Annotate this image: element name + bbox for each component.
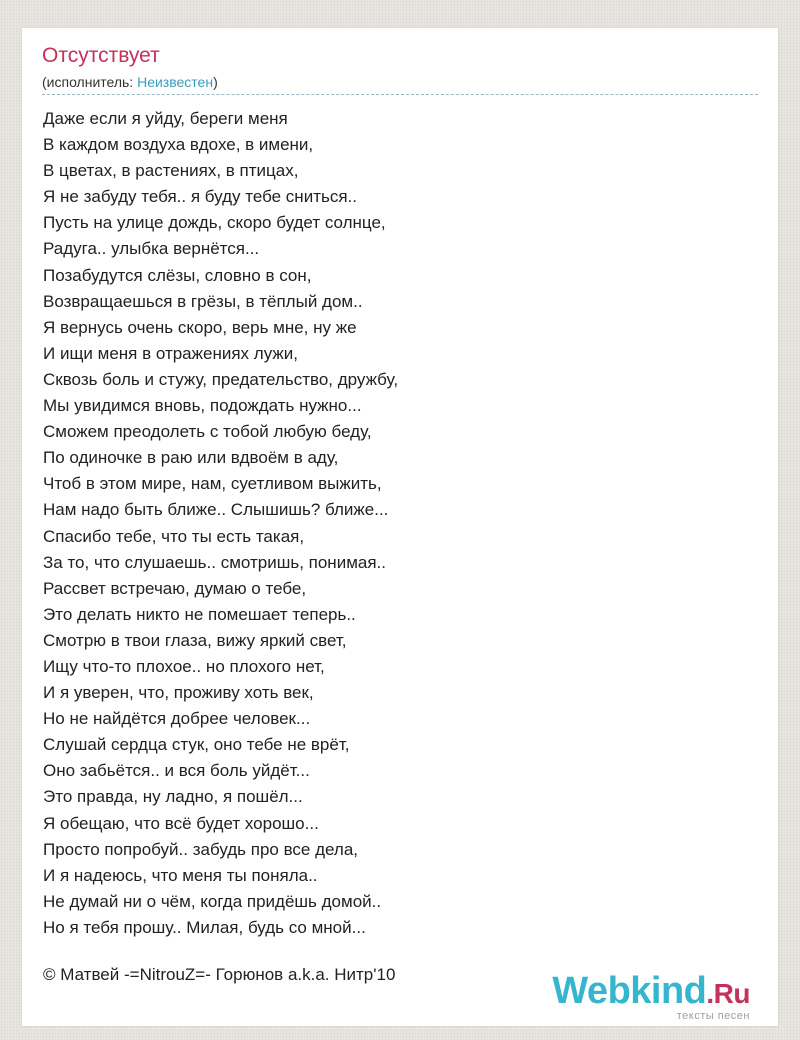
lyric-line: Я вернусь очень скоро, верь мне, ну же — [43, 317, 357, 337]
lyrics-credit: © Матвей -=NitrouZ=- Горюнов a.k.a. Нитр'10 — [43, 965, 396, 984]
logo-tagline: тексты песен — [676, 1010, 750, 1022]
lyric-line: Сквозь боль и стужу, предательство, дружбу, — [43, 369, 399, 389]
lyric-line: За то, что слушаешь.. смотришь, понимая.. — [43, 552, 386, 572]
lyric-line: Это делать никто не помешает теперь.. — [43, 604, 356, 624]
artist-link[interactable]: Неизвестен — [137, 74, 214, 90]
lyric-line: Мы увидимся вновь, подождать нужно... — [43, 396, 362, 416]
lyric-line: В цветах, в растениях, в птицах, — [43, 161, 299, 181]
lyrics-text — [43, 106, 758, 941]
lyric-line: Я не забуду тебя.. я буду тебе сниться.. — [43, 187, 357, 207]
lyric-line: Ищу что-то плохое.. но плохого нет, — [43, 656, 325, 676]
lyric-line: Радуга.. улыбка вернётся... — [43, 239, 260, 259]
lyric-line: Чтоб в этом мире, нам, суетливом выжить, — [43, 474, 382, 494]
lyric-line: Сможем преодолеть с тобой любую беду, — [43, 422, 372, 442]
logo-wordmark — [552, 972, 750, 1013]
lyric-line: Нам надо быть ближе.. Слышишь? ближе... — [43, 500, 389, 520]
lyric-line: Пусть на улице дождь, скоро будет солнце, — [43, 213, 386, 233]
song-title: Отсутствует — [42, 44, 160, 67]
lyric-line: Позабудутся слёзы, словно в сон, — [43, 265, 312, 285]
lyric-line: Я обещаю, что всё будет хорошо... — [43, 813, 319, 833]
lyric-line: Даже если я уйду, береги меня — [43, 109, 288, 128]
lyric-line: Возвращаешься в грёзы, в тёплый дом.. — [43, 291, 363, 311]
lyric-line: По одиночке в раю или вдвоём в аду, — [43, 448, 339, 468]
lyric-line: Просто попробуй.. забудь про все дела, — [43, 839, 359, 859]
lyric-line: Но я тебя прошу.. Милая, будь со мной... — [43, 917, 366, 937]
artist-suffix: ) — [213, 74, 218, 90]
lyric-line: Смотрю в твои глаза, вижу яркий свет, — [43, 630, 347, 650]
lyric-line: И ищи меня в отражениях лужи, — [43, 343, 298, 363]
lyric-line: Это правда, ну ладно, я пошёл... — [43, 787, 303, 807]
artist-line — [42, 74, 758, 95]
lyric-line: В каждом воздуха вдохе, в имени, — [43, 135, 314, 155]
logo-word: Webkind — [552, 970, 707, 1012]
lyric-line: Спасибо тебе, что ты есть такая, — [43, 526, 305, 546]
lyric-line: Рассвет встречаю, думаю о тебе, — [43, 578, 307, 598]
artist-prefix: (исполнитель: — [42, 74, 138, 90]
site-logo[interactable] — [552, 972, 750, 1022]
logo-tld: .Ru — [706, 978, 750, 1009]
lyrics-card — [22, 28, 778, 1026]
lyric-line: Оно забьётся.. и вся боль уйдёт... — [43, 761, 310, 781]
lyric-line: Слушай сердца стук, оно тебе не врёт, — [43, 735, 350, 755]
lyric-line: Но не найдётся добрее человек... — [43, 709, 311, 729]
lyric-line: И я надеюсь, что меня ты поняла.. — [43, 865, 318, 885]
lyric-line: И я уверен, что, проживу хоть век, — [43, 683, 314, 703]
lyric-line: Не думай ни о чём, когда придёшь домой.. — [43, 891, 382, 911]
